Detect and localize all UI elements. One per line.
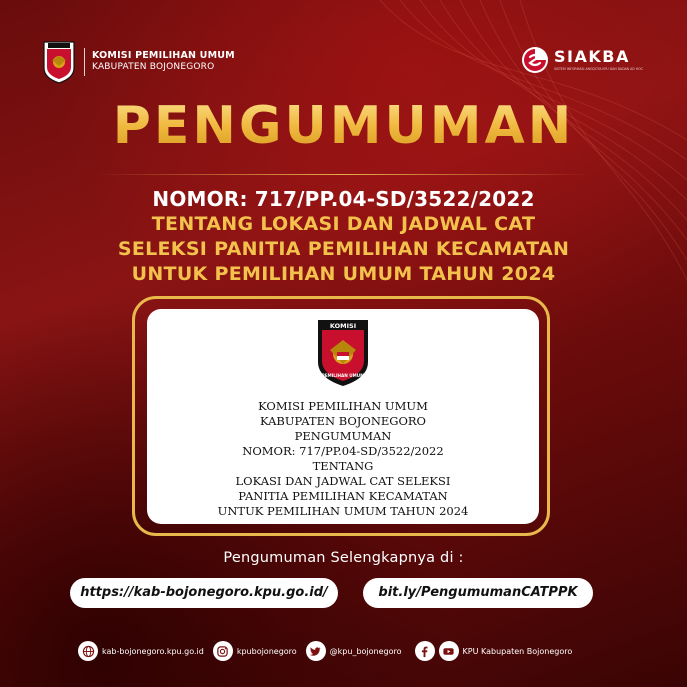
subject-line: TENTANG LOKASI DAN JADWAL CAT xyxy=(151,213,536,235)
bitly-link[interactable]: bit.ly/PengumumanCATPPK xyxy=(363,578,593,608)
facebook-icon[interactable] xyxy=(415,641,435,661)
siakba-title: SIAKBA xyxy=(554,46,630,66)
siakba-logo-icon xyxy=(520,45,550,75)
youtube-icon[interactable] xyxy=(439,641,459,661)
document-line: NOMOR: 717/PP.04-SD/3522/2022 xyxy=(242,444,444,458)
kpu-brand-text xyxy=(92,51,235,72)
subject-line: SELEKSI PANITIA PEMILIHAN KECAMATAN xyxy=(117,238,570,260)
website-handle: kab-bojonegoro.kpu.go.id xyxy=(102,646,204,656)
more-info-text: Pengumuman Selengkapnya di : xyxy=(223,550,464,566)
emblem-top-text: KOMISI xyxy=(329,322,357,330)
globe-icon[interactable] xyxy=(78,641,98,661)
twitter-icon[interactable] xyxy=(306,641,326,661)
twitter-handle: @kpu_bojonegoro xyxy=(329,646,402,656)
document-text xyxy=(147,399,539,519)
facebook-youtube-handle: KPU Kabupaten Bojonegoro xyxy=(462,646,573,656)
announcement-subject xyxy=(0,212,687,287)
website-link[interactable]: https://kab-bojonegoro.kpu.go.id/ xyxy=(70,578,338,608)
org-name-line2: KABUPATEN BOJONEGORO xyxy=(92,62,215,73)
kpu-logo-icon xyxy=(40,40,78,84)
announcement-number: NOMOR: 717/PP.04-SD/3522/2022 xyxy=(152,187,535,211)
document-line: PANITIA PEMILIHAN KECAMATAN xyxy=(238,489,448,503)
headline: PENGUMUMAN xyxy=(0,96,687,156)
siakba-subtitle: SISTEM INFORMASI ANGGOTA KPU DAN BADAN AD HOC xyxy=(554,66,643,71)
emblem-bottom-text: PEMILIHAN UMUM xyxy=(321,373,365,378)
brand-separator xyxy=(84,48,85,76)
subject-line: UNTUK PEMILIHAN UMUM TAHUN 2024 xyxy=(131,263,556,285)
document-line: KABUPATEN BOJONEGORO xyxy=(259,414,426,428)
social-media-bar xyxy=(78,639,581,663)
org-name-line1: KOMISI PEMILIHAN UMUM xyxy=(92,50,235,62)
document-preview xyxy=(147,309,539,524)
instagram-handle: kpubojonegoro xyxy=(236,646,297,656)
document-line: TENTANG xyxy=(312,459,374,473)
instagram-icon[interactable] xyxy=(213,641,233,661)
headline-divider xyxy=(96,174,591,175)
siakba-text xyxy=(554,46,643,72)
document-line: UNTUK PEMILIHAN UMUM TAHUN 2024 xyxy=(217,504,469,518)
document-line: KOMISI PEMILIHAN UMUM xyxy=(258,399,428,413)
siakba-brand xyxy=(520,45,643,75)
document-line: PENGUMUMAN xyxy=(294,429,392,443)
kpu-brand xyxy=(40,40,235,84)
kpu-emblem-icon xyxy=(314,318,372,388)
document-line: LOKASI DAN JADWAL CAT SELEKSI xyxy=(235,474,451,488)
